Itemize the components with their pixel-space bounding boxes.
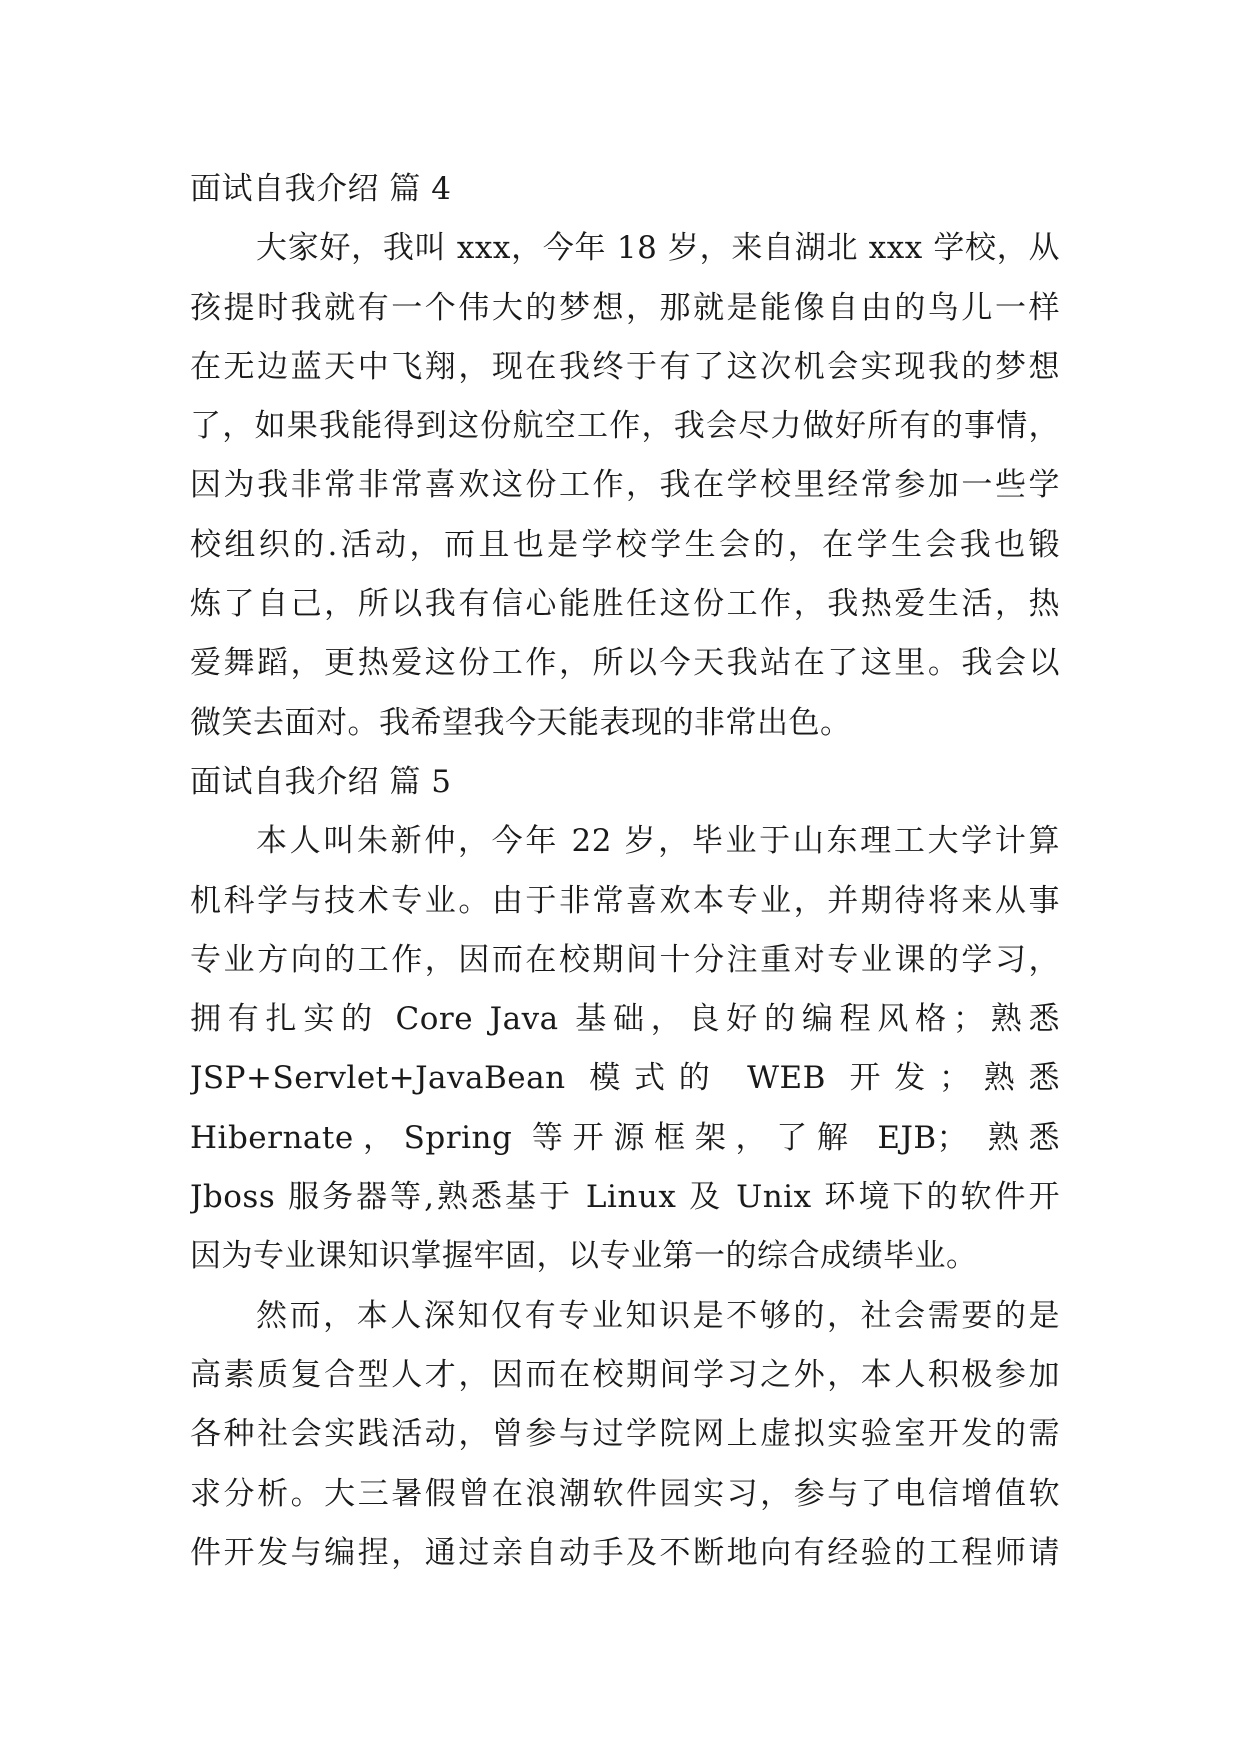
paragraph-line: 然而，本人深知仅有专业知识是不够的，社会需要的是 xyxy=(256,1297,1060,1334)
paragraph-line: 各种社会实践活动，曾参与过学院网上虚拟实验室开发的需 xyxy=(190,1416,1060,1453)
paragraph-line: 爱舞蹈，更热爱这份工作，所以今天我站在了这里。我会以 xyxy=(190,645,1060,682)
paragraph-line: 校组织的.活动，而且也是学校学生会的，在学生会我也锻 xyxy=(190,526,1060,563)
paragraph-line: 机科学与技术专业。由于非常喜欢本专业，并期待将来从事 xyxy=(190,882,1060,919)
paragraph-line: 专业方向的工作，因而在校期间十分注重对专业课的学习， xyxy=(190,941,1060,978)
paragraph-line: 微笑去面对。我希望我今天能表现的非常出色。 xyxy=(190,704,852,741)
paragraph-line: 因为我非常非常喜欢这份工作，我在学校里经常参加一些学 xyxy=(190,467,1060,504)
paragraph-line: 拥有扎实的 Core Java 基础，良好的编程风格；熟悉 xyxy=(190,1001,1060,1038)
paragraph-line: 高素质复合型人才，因而在校期间学习之外，本人积极参加 xyxy=(190,1356,1060,1393)
paragraph-line: Jboss 服务器等,熟悉基于 Linux 及 Unix 环境下的软件开 xyxy=(190,1179,1060,1216)
paragraph-line: JSP+Servlet+JavaBean 模式的 WEB 开发；熟悉 xyxy=(190,1060,1060,1097)
paragraph-line: 孩提时我就有一个伟大的梦想，那就是能像自由的鸟儿一样 xyxy=(190,289,1060,326)
paragraph-line: 件开发与编捏，通过亲自动手及不断地向有经验的工程师请 xyxy=(190,1534,1060,1571)
paragraph-line: 在无边蓝天中飞翔，现在我终于有了这次机会实现我的梦想 xyxy=(190,348,1060,385)
section-heading: 面试自我介绍 篇 4 xyxy=(190,171,452,207)
paragraph-line: 因为专业课知识掌握牢固，以专业第一的综合成绩毕业。 xyxy=(190,1238,978,1275)
section-heading: 面试自我介绍 篇 5 xyxy=(190,763,452,800)
paragraph-line: 本人叫朱新仲，今年 22 岁，毕业于山东理工大学计算 xyxy=(256,823,1060,860)
paragraph-line: 炼了自己，所以我有信心能胜任这份工作，我热爱生活，热 xyxy=(190,586,1060,623)
paragraph-line: 大家好，我叫 xxx，今年 18 岁，来自湖北 xxx 学校，从 xyxy=(256,230,1060,267)
paragraph-line: 了，如果我能得到这份航空工作，我会尽力做好所有的事情， xyxy=(190,408,1060,445)
document-body xyxy=(190,160,1060,1583)
paragraph-line: Hibernate，Spring 等开源框架，了解 EJB； 熟悉 xyxy=(190,1119,1060,1156)
paragraph-line: 求分析。大三暑假曾在浪潮软件园实习，参与了电信增值软 xyxy=(190,1475,1060,1512)
